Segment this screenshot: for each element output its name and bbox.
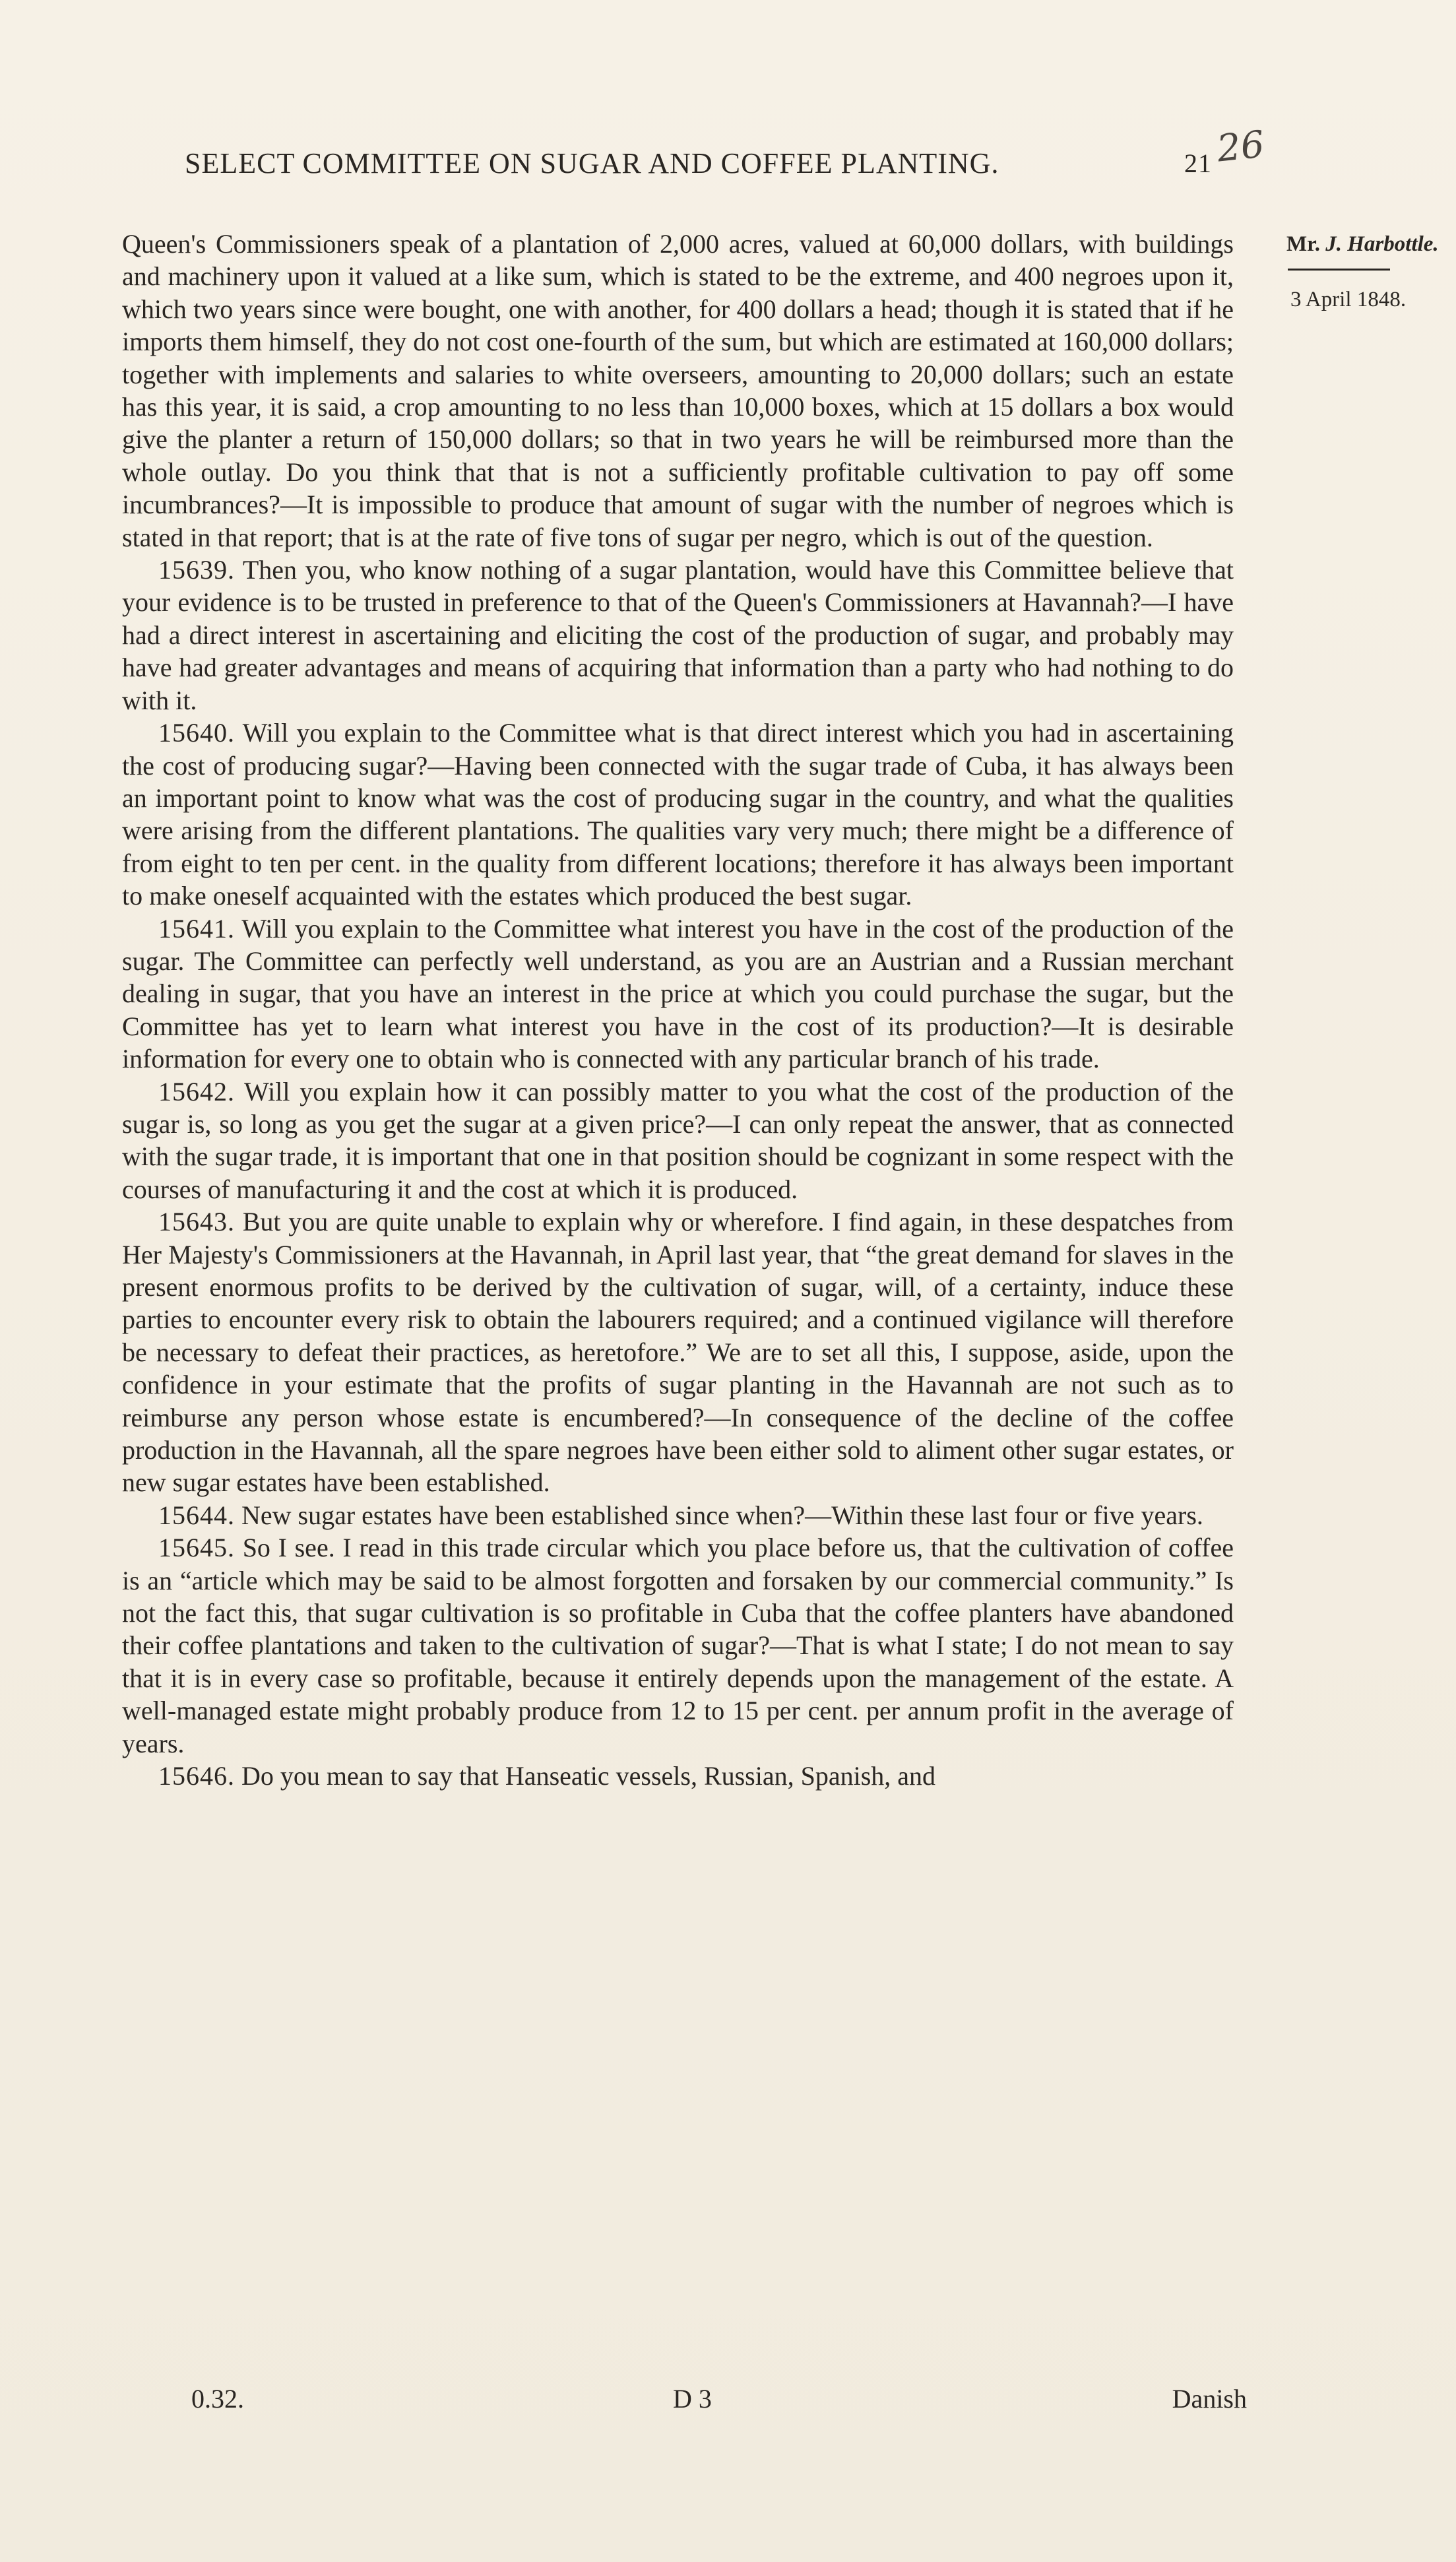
question-paragraph	[122, 554, 1234, 717]
question-number: 15641.	[158, 913, 235, 944]
question-paragraph	[122, 1205, 1234, 1499]
paragraph-text: So I see. I read in this trade circular which you place before us, that the cultivation of coffee is an “article which may be said to be almost forgotten and forsaken by our commercial community.” Is not the fact this, that sugar cultivation is so profitable in Cuba that the coffee planters have abandoned their coffee plantations and taken to the cultivation of sugar?—That is what I state; I do not mean to say that it is in every case so profitable, because it entirely depends upon the management of the estate. A well-managed estate might probably produce from 12 to 15 per cent. per annum profit in the average of years.	[122, 1533, 1234, 1758]
footer-catchword: Danish	[1172, 2384, 1247, 2414]
question-paragraph	[122, 1531, 1234, 1760]
pencilled-folio-number: 26	[1215, 123, 1267, 171]
paragraph-text: But you are quite unable to explain why or wherefore. I find again, in these despatches from Her Majesty's Commissioners at the Havannah, in April last year, that “the great demand for slaves in the present enormous profits to be derived by the cultivation of sugar, will, of a certainty, induce these parties to encounter every risk to obtain the labourers required; and a continued vigilance will therefore be necessary to defeat their practices, as heretofore.” We are to set all this, I suppose, aside, upon the confidence in your estimate that the profits of sugar planting in the Havannah are not such as to reimburse any person whose estate is encumbered?—In consequence of the decline of the coffee production in the Havannah, all the spare negroes have been either sold to aliment other sugar estates, or new sugar estates have been established.	[122, 1207, 1234, 1498]
paragraph-continuation	[122, 228, 1234, 554]
question-number: 15639.	[158, 555, 235, 585]
paragraph-text: Do you mean to say that Hanseatic vessels, Russian, Spanish, and	[241, 1761, 936, 1791]
footer-signature-mark: D 3	[673, 2384, 712, 2414]
page-number: 21	[1184, 148, 1212, 178]
question-number: 15642.	[158, 1076, 235, 1106]
margin-rule	[1288, 269, 1390, 271]
question-number: 15646.	[158, 1761, 235, 1791]
question-paragraph	[122, 1499, 1234, 1531]
question-number: 15640.	[158, 718, 235, 748]
paragraph-text: Then you, who know nothing of a sugar plantation, would have this Committee believe that your evidence is to be trusted in preference to that of the Queen's Commissioners at Havannah?—I have had a direct interest in ascertaining and eliciting the cost of the production of sugar, and probably may have had greater advantages and means of acquiring that information than a party who had nothing to do with it.	[122, 555, 1234, 715]
question-paragraph	[122, 1075, 1234, 1206]
paragraph-text: Will you explain how it can possibly matter to you what the cost of the production of the sugar is, so long as you get the sugar at a given price?—I can only repeat the answer, that as connected with the sugar trade, it is important that one in that position should be cognizant in some respect with the courses of manufacturing it and the cost at which it is produced.	[122, 1076, 1234, 1204]
witness-prefix: Mr.	[1286, 232, 1326, 256]
footer-sessional-number: 0.32.	[191, 2384, 244, 2414]
paragraph-text: Queen's Commissioners speak of a plantation of 2,000 acres, valued at 60,000 dollars, with buildings and machinery upon it valued at a like sum, which is stated to be the extreme, and 400 negroes upon it, which two years since were bought, one with another, for 400 dollars a head; though it is stated that if he imports them himself, they do not cost one-fourth of the sum, but which are estimated at 160,000 dollars; together with implements and salaries to white overseers, amounting to 20,000 dollars; such an estate has this year, it is said, a crop amounting to no less than 10,000 boxes, which at 15 dollars a box would give the planter a return of 150,000 dollars; so that in two years he will be reimbursed more than the whole outlay. Do you think that that is not a sufficiently profitable cultivation to pay off some incumbrances?—It is impossible to produce that amount of sugar with the number of negroes which is stated in that report; that is at the rate of five tons of sugar per negro, which is out of the question.	[122, 229, 1234, 552]
evidence-text	[122, 228, 1234, 1793]
question-number: 15645.	[158, 1533, 235, 1563]
question-paragraph	[122, 913, 1234, 1075]
question-paragraph	[122, 1760, 1234, 1792]
evidence-date: 3 April 1848.	[1290, 288, 1407, 311]
witness-name	[1286, 232, 1445, 257]
paragraph-text: New sugar estates have been established since when?—Within these last four or five years.	[241, 1500, 1203, 1530]
margin-note	[1286, 232, 1445, 312]
question-number: 15644.	[158, 1500, 235, 1530]
question-number: 15643.	[158, 1207, 235, 1237]
paragraph-text: Will you explain to the Committee what is that direct interest which you had in ascertaining the cost of producing sugar?—Having been connected with the sugar trade of Cuba, it has always been an important point to know what was the cost of producing sugar in the country, and what the qualities were arising from the different plantations. The qualities vary very much; there might be a difference of from eight to ten per cent. in the quality from different locations; therefore it has always been important to make oneself acquainted with the estates which produced the best sugar.	[122, 718, 1234, 911]
question-paragraph	[122, 717, 1234, 912]
witness-surname: J. Harbottle.	[1325, 232, 1439, 256]
page-title: SELECT COMMITTEE ON SUGAR AND COFFEE PLANTING.	[185, 147, 999, 179]
paragraph-text: Will you explain to the Committee what interest you have in the cost of the production of the sugar. The Committee can perfectly well understand, as you are an Austrian and a Russian merchant dealing in sugar, that you have an interest in the price at which you could purchase the sugar, but the Committee has yet to learn what interest you have in the cost of its production?—It is desirable information for every one to obtain who is connected with any particular branch of his trade.	[122, 913, 1234, 1074]
